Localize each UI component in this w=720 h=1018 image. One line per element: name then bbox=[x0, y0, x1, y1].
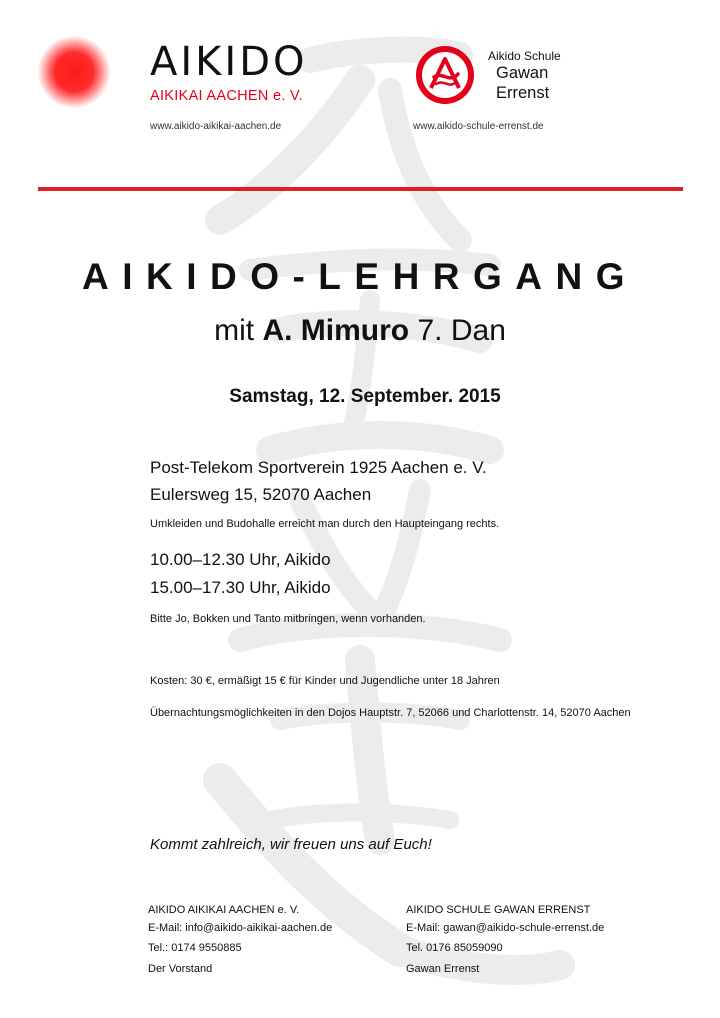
footer-left-phone: Tel.: 0174 9550885 bbox=[148, 942, 242, 954]
footer-right-phone: Tel. 0176 85059090 bbox=[406, 942, 503, 954]
costs-text: Kosten: 30 €, ermäßigt 15 € für Kinder und Jugendliche unter 18 Jahren bbox=[150, 675, 500, 687]
aikikai-website-link[interactable]: www.aikido-aikikai-aachen.de bbox=[150, 121, 282, 132]
venue-note: Umkleiden und Budohalle erreicht man durch den Haupteingang rechts. bbox=[150, 518, 500, 530]
venue-address: Eulersweg 15, 52070 Aachen bbox=[150, 485, 372, 504]
event-teacher-line bbox=[0, 314, 720, 348]
footer-left-email[interactable]: E-Mail: info@aikido-aikikai-aachen.de bbox=[148, 922, 333, 934]
equipment-note: Bitte Jo, Bokken und Tanto mitbringen, wenn vorhanden. bbox=[150, 613, 426, 625]
teacher-rank: 7. Dan bbox=[417, 314, 506, 347]
venue-name: Post-Telekom Sportverein 1925 Aachen e. V. bbox=[150, 458, 487, 477]
aikikai-logo-title: AIKIDO bbox=[150, 39, 308, 85]
footer-right-org: AIKIDO SCHULE GAWAN ERRENST bbox=[406, 904, 591, 916]
footer-right-email[interactable]: E-Mail: gawan@aikido-schule-errenst.de bbox=[406, 922, 605, 934]
accommodation-text: Übernachtungsmöglichkeiten in den Dojos Hauptstr. 7, 52066 und Charlottenstr. 14, 52070 Aachen bbox=[150, 707, 631, 719]
event-headline: AIKIDO-LEHRGANG bbox=[81, 256, 639, 297]
calligraphy-watermark bbox=[160, 20, 580, 1010]
schule-label: Aikido Schule bbox=[488, 49, 561, 63]
schule-name-last: Errenst bbox=[496, 84, 550, 102]
red-circle-logo-icon bbox=[38, 36, 110, 108]
footer-right-contact: Gawan Errenst bbox=[406, 963, 480, 975]
schedule-item: 15.00–17.30 Uhr, Aikido bbox=[150, 578, 331, 597]
aikido-schule-emblem-icon bbox=[414, 44, 476, 106]
aikikai-logo-subtitle: AIKIKAI AACHEN e. V. bbox=[150, 88, 303, 104]
footer-left-contact: Der Vorstand bbox=[148, 963, 213, 975]
header-divider bbox=[38, 187, 683, 191]
closing-message: Kommt zahlreich, wir freuen uns auf Euch! bbox=[150, 836, 432, 853]
schule-website-link[interactable]: www.aikido-schule-errenst.de bbox=[413, 121, 544, 132]
schedule-item: 10.00–12.30 Uhr, Aikido bbox=[150, 550, 331, 569]
event-date: Samstag, 12. September. 2015 bbox=[229, 386, 501, 407]
teacher-name: A. Mimuro bbox=[262, 314, 410, 347]
teacher-prefix: mit bbox=[214, 314, 255, 347]
footer-left-org: AIKIDO AIKIKAI AACHEN e. V. bbox=[148, 904, 300, 916]
schule-name-first: Gawan bbox=[496, 64, 549, 82]
